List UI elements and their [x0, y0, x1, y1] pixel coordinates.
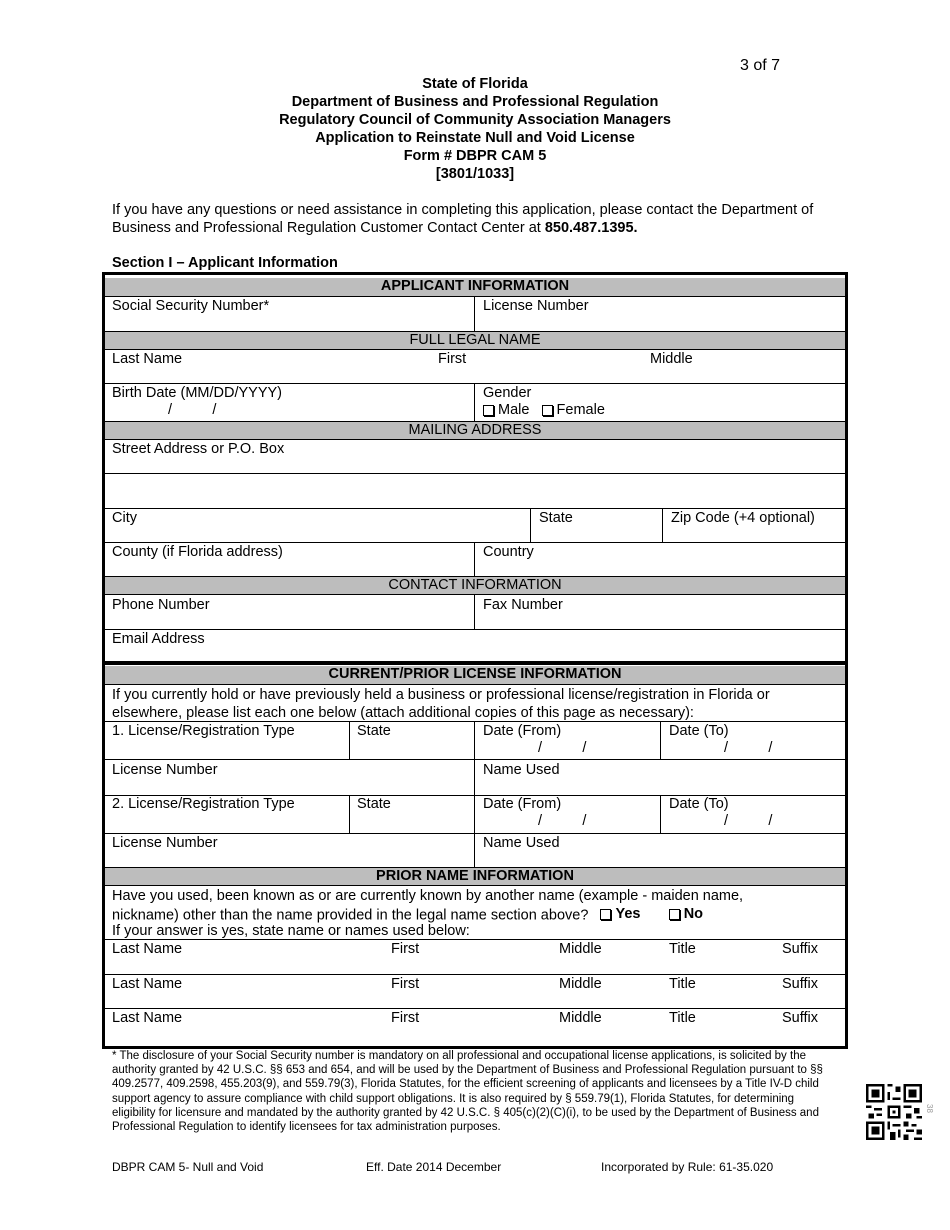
- phone-field[interactable]: Phone Number: [112, 597, 210, 613]
- email-field[interactable]: Email Address: [112, 631, 205, 647]
- ssn-field[interactable]: Social Security Number*: [112, 298, 270, 314]
- fax-field[interactable]: Fax Number: [483, 597, 563, 613]
- street-address-field[interactable]: Street Address or P.O. Box: [112, 441, 285, 457]
- prior-title: Title: [669, 941, 696, 957]
- first-name-field[interactable]: First: [438, 351, 467, 367]
- page-number: 3 of 7: [740, 57, 781, 74]
- license2-number-field[interactable]: License Number: [112, 835, 218, 851]
- female-label: Female: [556, 402, 605, 418]
- intro-body: If you have any questions or need assistance in completing this application, please contact the Department of Business and Professional Regulation Customer Contact Center at: [112, 202, 814, 236]
- divider: [660, 722, 661, 760]
- prior-last-name: Last Name: [112, 976, 183, 992]
- divider: [662, 509, 663, 543]
- gender-label: Gender: [483, 385, 532, 401]
- divider: [474, 760, 475, 796]
- country-field[interactable]: Country: [483, 544, 534, 560]
- qr-code-icon: [866, 1084, 922, 1140]
- prior-middle-name: Middle: [559, 941, 602, 957]
- yes-label: Yes: [615, 906, 641, 922]
- thick-divider: [105, 661, 845, 665]
- prior-middle-name: Middle: [559, 976, 602, 992]
- checkbox-icon: [483, 405, 494, 416]
- divider: [474, 834, 475, 868]
- header-state: State of Florida: [422, 76, 528, 92]
- male-checkbox[interactable]: [483, 402, 529, 419]
- divider: [474, 297, 475, 332]
- male-label: Male: [498, 402, 530, 418]
- divider: [474, 722, 475, 760]
- header-council: Regulatory Council of Community Association Managers: [279, 112, 671, 128]
- date-slashes: / /: [724, 740, 773, 756]
- ssn-disclosure-footnote: * The disclosure of your Social Security number is mandatory on all professional and occupational license applications, is solicited by the authority granted by 42 U.S.C. §§ 653 and 654, and will be used by the Department of Business and Professional Regulation pursuant to §§ 409.2577, 409.2598, 455.203(9), and 559.79(3), Florida Statutes, for the efficient screening of applicants and licensees by a Title IV-D child support agency to assure compliance with child support obligations. It is also required by § 559.79(1), Florida Statutes, for determining eligibility for licensure and mandated by the authority granted by 42 U.S.C. § 405(c)(2)(C)(i), to be used by the Department of Business and Professional Regulation to identify licensees for tax administration purposes.: [112, 1050, 823, 1134]
- prior-name-row-1[interactable]: [105, 940, 845, 975]
- divider: [349, 796, 350, 834]
- license1-state-field[interactable]: State: [357, 723, 391, 739]
- license-number-field[interactable]: License Number: [483, 298, 589, 314]
- divider: [474, 796, 475, 834]
- band-prior-name: PRIOR NAME INFORMATION: [105, 868, 845, 886]
- row-phone: [105, 595, 845, 630]
- prior-name-row-2[interactable]: [105, 975, 845, 1009]
- checkbox-icon: [600, 909, 611, 920]
- license2-date-from-field[interactable]: Date (From): [483, 796, 562, 812]
- band-license-info: CURRENT/PRIOR LICENSE INFORMATION: [105, 666, 845, 685]
- divider: [530, 509, 531, 543]
- gender-options: [483, 402, 605, 421]
- prior-first-name: First: [391, 976, 420, 992]
- prior-first-name: First: [391, 1010, 420, 1026]
- prior-name-no-checkbox[interactable]: [669, 905, 703, 923]
- prior-suffix: Suffix: [782, 976, 819, 992]
- prior-middle-name: Middle: [559, 1010, 602, 1026]
- prior-suffix: Suffix: [782, 1010, 819, 1026]
- middle-name-field[interactable]: Middle: [650, 351, 693, 367]
- footer-rule: Incorporated by Rule: 61-35.020: [601, 1160, 774, 1174]
- zip-field[interactable]: Zip Code (+4 optional): [671, 510, 815, 526]
- footer-form-name: DBPR CAM 5- Null and Void: [112, 1160, 264, 1174]
- divider: [474, 595, 475, 630]
- band-full-legal-name: FULL LEGAL NAME: [105, 332, 845, 350]
- license2-date-to-field[interactable]: Date (To): [669, 796, 729, 812]
- license1-name-used-field[interactable]: Name Used: [483, 762, 560, 778]
- row-street-2[interactable]: [105, 474, 845, 509]
- divider: [474, 384, 475, 422]
- prior-first-name: First: [391, 941, 420, 957]
- license1-type-field[interactable]: 1. License/Registration Type: [112, 723, 295, 739]
- contact-phone: 850.487.1395.: [544, 220, 638, 236]
- qr-number: 38: [925, 1104, 934, 1113]
- prior-title: Title: [669, 1010, 696, 1026]
- prior-title: Title: [669, 976, 696, 992]
- prior-name-followup: If your answer is yes, state name or names used below:: [112, 923, 470, 939]
- license1-date-from-field[interactable]: Date (From): [483, 723, 562, 739]
- prior-name-yes-checkbox[interactable]: [600, 905, 640, 923]
- checkbox-icon: [542, 405, 553, 416]
- divider: [349, 722, 350, 760]
- license-instructions: If you currently hold or have previously held a business or professional license/registration in Florida or elsewhere, please list each one below (attach additional copies of this page as necessary):: [112, 687, 770, 721]
- prior-last-name: Last Name: [112, 1010, 183, 1026]
- prior-name-question-text: Have you used, been known as or are currently known by another name (example - maiden name, nickname) other than the name provided in the legal name section above?: [112, 888, 744, 924]
- form-header: [0, 75, 950, 183]
- license1-date-to-field[interactable]: Date (To): [669, 723, 729, 739]
- license2-state-field[interactable]: State: [357, 796, 391, 812]
- city-field[interactable]: City: [112, 510, 137, 526]
- birth-date-field[interactable]: Birth Date (MM/DD/YYYY): [112, 385, 282, 401]
- header-application: Application to Reinstate Null and Void License: [315, 130, 635, 146]
- header-department: Department of Business and Professional Regulation: [291, 94, 659, 110]
- checkbox-icon: [669, 909, 680, 920]
- prior-suffix: Suffix: [782, 941, 819, 957]
- footer-effective-date: Eff. Date 2014 December: [366, 1160, 502, 1174]
- state-field[interactable]: State: [539, 510, 573, 526]
- band-mailing-address: MAILING ADDRESS: [105, 422, 845, 440]
- female-checkbox[interactable]: [542, 402, 605, 419]
- prior-name-question: [112, 887, 812, 925]
- prior-last-name: Last Name: [112, 941, 183, 957]
- header-form-number: Form # DBPR CAM 5: [403, 148, 547, 164]
- license2-type-field[interactable]: 2. License/Registration Type: [112, 796, 295, 812]
- band-contact-info: CONTACT INFORMATION: [105, 577, 845, 595]
- band-applicant-info: APPLICANT INFORMATION: [105, 278, 845, 297]
- date-slashes: / /: [538, 813, 587, 829]
- license1-number-field[interactable]: License Number: [112, 762, 218, 778]
- header-code: [3801/1033]: [435, 166, 515, 182]
- divider: [660, 796, 661, 834]
- intro-text: [112, 201, 832, 237]
- date-slashes: / /: [538, 740, 587, 756]
- county-field[interactable]: County (if Florida address): [112, 544, 283, 560]
- row-email: [105, 630, 845, 661]
- no-label: No: [683, 906, 704, 922]
- date-slashes: / /: [724, 813, 773, 829]
- section-title: Section I – Applicant Information: [112, 255, 338, 271]
- divider: [474, 543, 475, 577]
- prior-name-row-3[interactable]: [105, 1009, 845, 1044]
- license2-name-used-field[interactable]: Name Used: [483, 835, 560, 851]
- row-legal-name: [105, 350, 845, 384]
- last-name-field[interactable]: Last Name: [112, 351, 183, 367]
- birth-date-slashes: / /: [168, 402, 217, 418]
